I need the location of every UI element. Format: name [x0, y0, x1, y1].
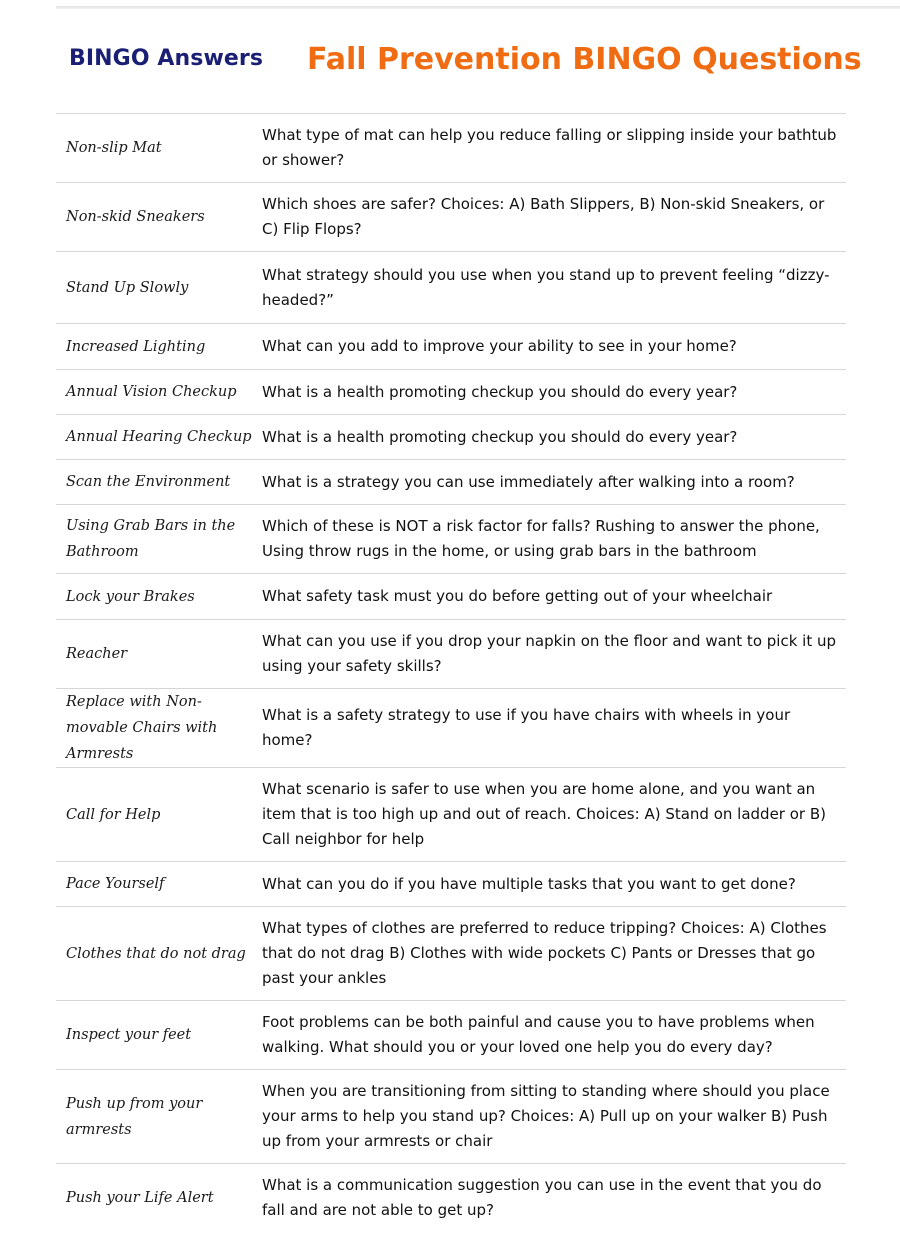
question-cell: What is a communication suggestion you can use in the event that you do fall and are not able to get up?	[262, 1164, 846, 1233]
answer-cell: Call for Help	[56, 768, 262, 862]
table-row	[56, 370, 846, 415]
answer-cell: Annual Hearing Checkup	[56, 415, 262, 460]
question-cell: What type of mat can help you reduce falling or slipping inside your bathtub or shower?	[262, 114, 846, 183]
question-cell: When you are transitioning from sitting to standing where should you place your arms to help you stand up? Choices: A) Pull up on your walker B) Push up from your armrests or chair	[262, 1070, 846, 1164]
answer-cell: Push up from your armrests	[56, 1070, 262, 1164]
answer-cell: Stand Up Slowly	[56, 252, 262, 324]
answer-cell: Clothes that do not drag	[56, 907, 262, 1001]
table-row	[56, 768, 846, 862]
table-row	[56, 689, 846, 768]
table-row	[56, 620, 846, 689]
table-row	[56, 460, 846, 505]
answer-cell: Push your Life Alert	[56, 1164, 262, 1233]
table-row	[56, 574, 846, 620]
question-cell: What strategy should you use when you stand up to prevent feeling “dizzy-headed?”	[262, 252, 846, 324]
bingo-table	[56, 113, 846, 1233]
table-row	[56, 862, 846, 907]
question-cell: What is a strategy you can use immediately after walking into a room?	[262, 460, 846, 505]
question-cell: What types of clothes are preferred to reduce tripping? Choices: A) Clothes that do not drag B) Clothes with wide pockets C) Pants or Dresses that go past your ankles	[262, 907, 846, 1001]
question-cell: Foot problems can be both painful and cause you to have problems when walking. What should you or your loved one help you do every day?	[262, 1001, 846, 1070]
table-row	[56, 907, 846, 1001]
answer-cell: Pace Yourself	[56, 862, 262, 907]
question-cell: What safety task must you do before getting out of your wheelchair	[262, 574, 846, 620]
question-cell: What can you add to improve your ability to see in your home?	[262, 324, 846, 370]
table-row	[56, 183, 846, 252]
answer-cell: Reacher	[56, 620, 262, 689]
question-cell: Which of these is NOT a risk factor for falls? Rushing to answer the phone, Using throw rugs in the home, or using grab bars in the bathroom	[262, 505, 846, 574]
table-row	[56, 1070, 846, 1164]
table-row	[56, 252, 846, 324]
answer-cell: Increased Lighting	[56, 324, 262, 370]
table-row	[56, 505, 846, 574]
page-title: Fall Prevention BINGO Questions	[307, 42, 862, 77]
table-row	[56, 114, 846, 183]
table-row	[56, 324, 846, 370]
question-cell: What can you use if you drop your napkin on the floor and want to pick it up using your safety skills?	[262, 620, 846, 689]
answer-cell: Non-skid Sneakers	[56, 183, 262, 252]
answer-cell: Annual Vision Checkup	[56, 370, 262, 415]
question-cell: Which shoes are safer? Choices: A) Bath Slippers, B) Non-skid Sneakers, or C) Flip Flops?	[262, 183, 846, 252]
page-header	[0, 0, 900, 113]
table-row	[56, 1001, 846, 1070]
answer-cell: Lock your Brakes	[56, 574, 262, 620]
question-cell: What is a health promoting checkup you should do every year?	[262, 370, 846, 415]
question-cell: What is a safety strategy to use if you have chairs with wheels in your home?	[262, 689, 846, 768]
answer-cell: Replace with Non-movable Chairs with Armrests	[56, 689, 262, 768]
answer-cell: Inspect your feet	[56, 1001, 262, 1070]
table-row	[56, 415, 846, 460]
answer-cell: Non-slip Mat	[56, 114, 262, 183]
question-cell: What can you do if you have multiple tasks that you want to get done?	[262, 862, 846, 907]
table-row	[56, 1164, 846, 1233]
answers-column-title: BINGO Answers	[69, 46, 264, 71]
answer-cell: Using Grab Bars in the Bathroom	[56, 505, 262, 574]
answer-cell: Scan the Environment	[56, 460, 262, 505]
question-cell: What scenario is safer to use when you are home alone, and you want an item that is too high up and out of reach. Choices: A) Stand on ladder or B) Call neighbor for help	[262, 768, 846, 862]
question-cell: What is a health promoting checkup you should do every year?	[262, 415, 846, 460]
